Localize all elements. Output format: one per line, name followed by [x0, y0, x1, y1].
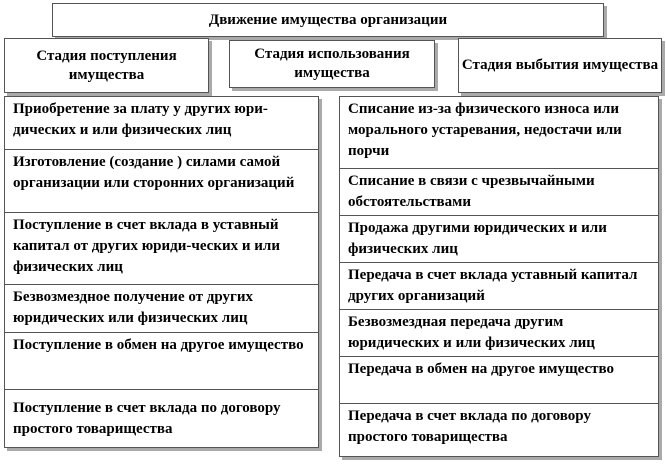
stage-disposal	[458, 38, 662, 93]
diagram-title-text: Движение имущества организации	[208, 11, 448, 28]
receipt-item-partnership: Поступление в счет вклада по договору простого товарищества	[5, 389, 318, 449]
receipt-item-free-receipt: Безвозмездное получение от других юридических или физических лиц	[5, 284, 318, 332]
receipt-item-manufacture: Изготовление (создание ) силами самой организации или сторонних организаций	[5, 149, 318, 212]
stage-use	[229, 40, 435, 88]
disposal-item-capital-transfer: Передача в счет вклада уставный капитал других организаций	[340, 262, 658, 309]
stage-use-label: Стадия использования имущества	[254, 46, 410, 81]
receipt-items-column	[4, 96, 319, 448]
disposal-item-sale: Продажа другими юридических и или физических лиц	[340, 215, 658, 262]
receipt-item-exchange: Поступление в обмен на другое имущество	[5, 332, 318, 389]
diagram-title	[52, 3, 604, 37]
stage-receipt-label: Стадия поступления имущества	[36, 47, 177, 83]
disposal-item-write-off-wear: Списание из-за физического износа или морального устаревания, недостачи или порчи	[348, 101, 622, 159]
disposal-item-free-transfer: Безвозмездная передача другим юридических и или физических лиц	[340, 309, 658, 356]
stage-disposal-label: Стадия выбытия имущества	[461, 57, 659, 73]
stage-receipt	[4, 38, 209, 93]
receipt-item-capital-contribution: Поступление в счет вклада в уставный капитал от других юриди-ческих и или физических лиц	[5, 212, 318, 284]
disposal-item-write-off-emergency: Списание в связи с чрезвычайными обстоятельствами	[340, 168, 658, 215]
disposal-item-partnership: Передача в счет вклада по договору простого товарищества	[340, 403, 658, 458]
receipt-item-purchase: Приобретение за плату у других юри-дических и или физических лиц	[13, 101, 268, 138]
disposal-items-column	[339, 96, 659, 457]
disposal-item-exchange: Передача в обмен на другое имущество	[340, 356, 658, 403]
